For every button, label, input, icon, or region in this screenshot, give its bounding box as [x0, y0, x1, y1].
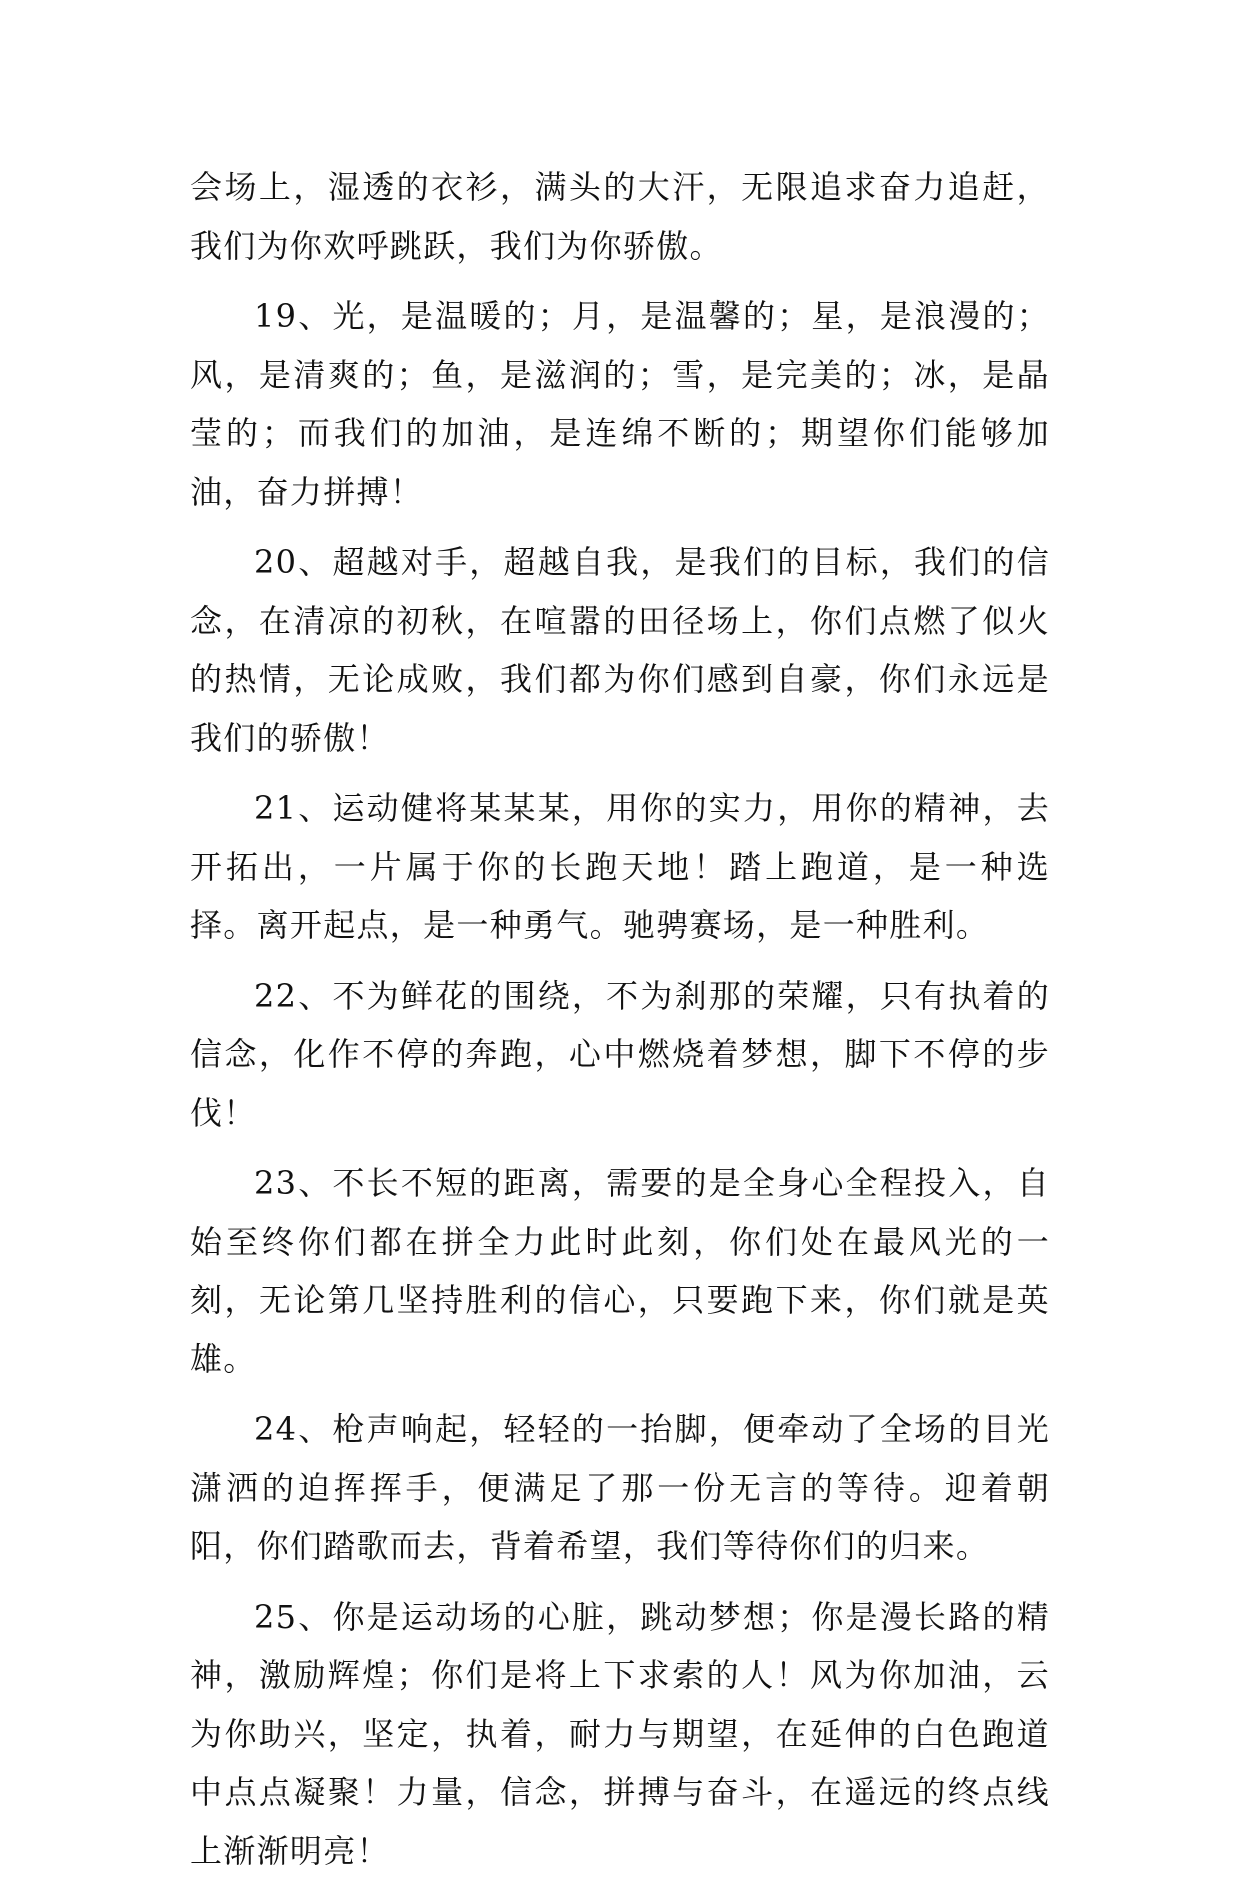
document-body	[190, 158, 1050, 1892]
paragraph-23: 23、不长不短的距离，需要的是全身心全程投入，自始至终你们都在拼全力此时此刻，你们处在最风光的一刻，无论第几坚持胜利的信心，只要跑下来，你们就是英雄。	[190, 1164, 1050, 1378]
paragraph-20: 20、超越对手，超越自我，是我们的目标，我们的信念，在清凉的初秋，在喧嚣的田径场上，你们点燃了似火的热情，无论成败，我们都为你们感到自豪，你们永远是我们的骄傲！	[190, 543, 1050, 757]
paragraph-24: 24、枪声响起，轻轻的一抬脚，便牵动了全场的目光潇洒的迫挥挥手，便满足了那一份无言的等待。迎着朝阳，你们踏歌而去，背着希望，我们等待你们的归来。	[190, 1410, 1050, 1565]
paragraph-25: 25、你是运动场的心脏，跳动梦想；你是漫长路的精神，激励辉煌；你们是将上下求索的人！风为你加油，云为你助兴，坚定，执着，耐力与期望，在延伸的白色跑道中点点凝聚！力量，信念，拼搏与奋斗，在遥远的终点线上渐渐明亮！	[190, 1597, 1050, 1870]
paragraph-continuation: 会场上，湿透的衣衫，满头的大汗，无限追求奋力追赶，我们为你欢呼跳跃，我们为你骄傲。	[190, 168, 1050, 265]
paragraph-22: 22、不为鲜花的围绕，不为刹那的荣耀，只有执着的信念，化作不停的奔跑，心中燃烧着梦想，脚下不停的步伐！	[190, 976, 1050, 1132]
paragraph-21: 21、运动健将某某某，用你的实力，用你的精神，去开拓出，一片属于你的长跑天地！踏上跑道，是一种选择。离开起点，是一种勇气。驰骋赛场，是一种胜利。	[190, 789, 1050, 944]
paragraph-19: 19、光，是温暖的；月，是温馨的；星，是浪漫的；风，是清爽的；鱼，是滋润的；雪，是完美的；冰，是晶莹的；而我们的加油，是连绵不断的；期望你们能够加油，奋力拼搏！	[190, 297, 1050, 511]
